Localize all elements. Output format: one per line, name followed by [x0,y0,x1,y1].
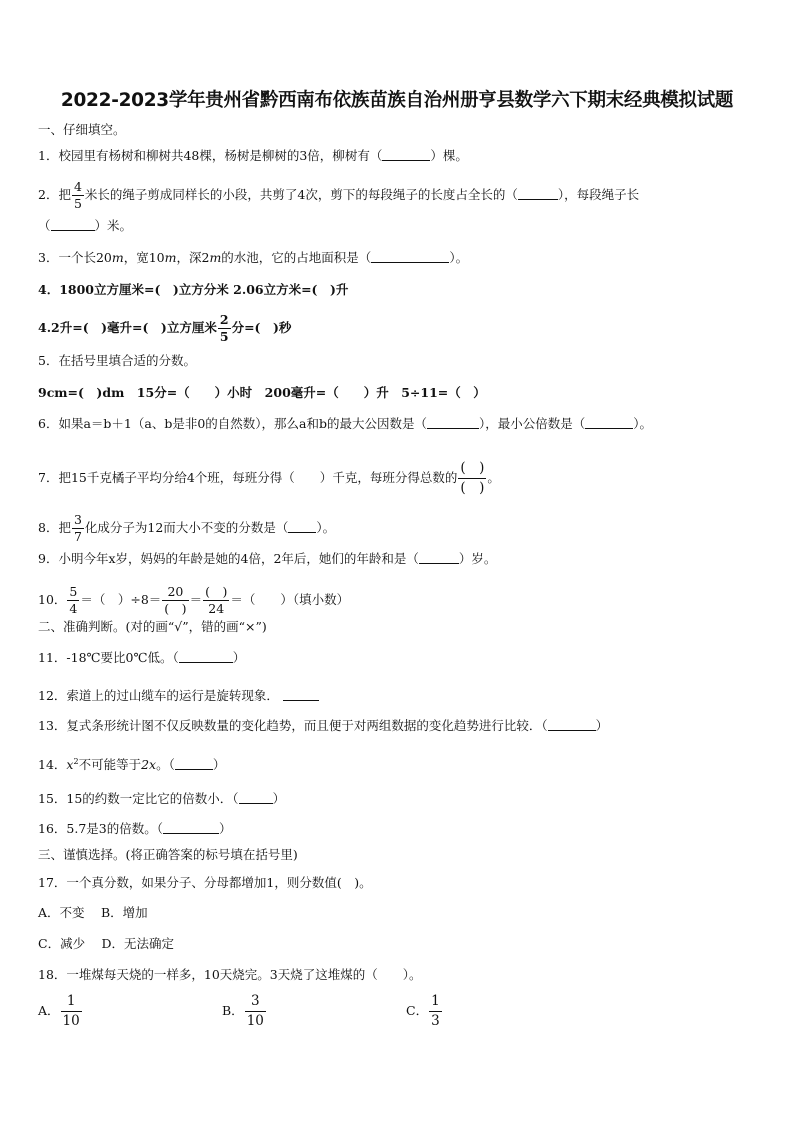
answer-blank[interactable] [419,551,459,564]
question-16: 16．5.7是3的倍数。（ ） [38,821,232,836]
question-11: 11．-18℃要比0℃低。（ ） [38,650,246,665]
answer-blank[interactable] [283,688,319,701]
section-2-heading: 二、准确判断。(对的画“√”，错的画“×”) [38,619,267,634]
fraction: $\frac{3}{10}$ [246,993,264,1029]
section-1-heading: 一、仔细填空。 [38,122,126,137]
question-17-options-ab[interactable]: A．不变 B．增加 [38,905,148,920]
question-13: 13．复式条形统计图不仅反映数量的变化趋势，而且便于对两组数据的变化趋势进行比较．（ ） [38,718,609,733]
question-4: 4．1800立方厘米=( )立方分米 2.06立方米=( )升 [38,282,349,297]
answer-blank[interactable] [179,650,233,663]
question-4-cont: 4.2升=( )毫升=( )立方厘米 $\frac{2}{5}$ 分=( )秒 [38,312,292,344]
section-3-heading: 三、谨慎选择。(将正确答案的标号填在括号里) [38,847,298,862]
question-17: 17．一个真分数，如果分子、分母都增加1，则分数值( )。 [38,875,372,890]
answer-blank[interactable] [585,416,633,429]
answer-blank[interactable] [371,250,449,263]
question-5: 5．在括号里填合适的分数。 [38,353,196,368]
answer-blank[interactable] [239,791,273,804]
question-5-items: 9cm=( )dm 15分=（ ）小时 200毫升=（ ）升 5÷11=（ ） [38,385,486,400]
fraction: $\frac{1}{3}$ [431,993,440,1029]
question-17-options-cd[interactable]: C．减少 D．无法确定 [38,936,175,951]
fraction: $\frac{( )}{( )}$ [460,460,485,496]
fraction: $\frac{( )}{24}$ [205,584,228,616]
question-6: 6．如果a＝b＋1（a、b是非0的自然数），那么a和b的最大公因数是（ ），最小公倍数是（ ）。 [38,416,653,431]
question-1: 1．校园里有杨树和柳树共48棵，杨树是柳树的3倍，柳树有（ ）棵。 [38,148,468,163]
answer-blank[interactable] [163,821,219,834]
question-2: 2．把 $\frac{4}{5}$ 米长的绳子剪成同样长的小段，共剪了4次，剪下的每段绳子的长度占全长的（ ），每段绳子长 [38,179,640,211]
answer-blank[interactable] [175,757,213,770]
page-title: 2022-2023学年贵州省黔西南布依族苗族自治州册亨县数学六下期末经典模拟试题 [60,90,734,111]
question-7: 7．把15千克橘子平均分给4个班，每班分得（ ）千克，每班分得总数的 $\frac{( )}{( )}$ 。 [38,460,500,496]
question-9: 9．小明今年x岁，妈妈的年龄是她的4倍，2年后，她们的年龄和是（ ）岁。 [38,551,497,566]
question-3: 3．一个长20m，宽10m，深2m的水池，它的占地面积是（ ）。 [38,250,469,265]
fraction: $\frac{2}{5}$ [219,312,229,344]
question-18-option-b[interactable]: B． $\frac{3}{10}$ [222,993,264,1029]
answer-blank[interactable] [51,218,95,231]
answer-blank[interactable] [548,718,596,731]
question-8: 8．把 $\frac{3}{7}$ 化成分子为12而大小不变的分数是（ ）。 [38,512,336,544]
answer-blank[interactable] [382,148,430,161]
question-12: 12．索道上的过山缆车的运行是旋转现象． [38,686,319,706]
question-15: 15．15的约数一定比它的倍数小．（ ） [38,791,286,806]
question-18-option-c[interactable]: C． $\frac{1}{3}$ [406,993,440,1029]
fraction: $\frac{4}{5}$ [73,179,82,211]
fraction: $\frac{3}{7}$ [73,512,82,544]
fraction: $\frac{20}{( )}$ [164,584,187,616]
question-14: 14．$x^2$不可能等于2x。（ ） [38,757,226,773]
question-18-option-a[interactable]: A． $\frac{1}{10}$ [38,993,80,1029]
fraction: $\frac{5}{4}$ [69,584,78,616]
question-2-cont: （ ）米。 [38,218,133,233]
fraction: $\frac{1}{10}$ [62,993,80,1029]
answer-blank[interactable] [518,187,558,200]
answer-blank[interactable] [288,520,316,533]
question-10: 10． $\frac{5}{4}$ ＝（ ）÷8＝ $\frac{20}{( )}$ ＝ $\frac{( )}{24}$ ＝（ ）（填小数） [38,584,350,616]
answer-blank[interactable] [427,416,479,429]
question-18: 18．一堆煤每天烧的一样多，10天烧完。3天烧了这堆煤的（ ）。 [38,967,422,982]
